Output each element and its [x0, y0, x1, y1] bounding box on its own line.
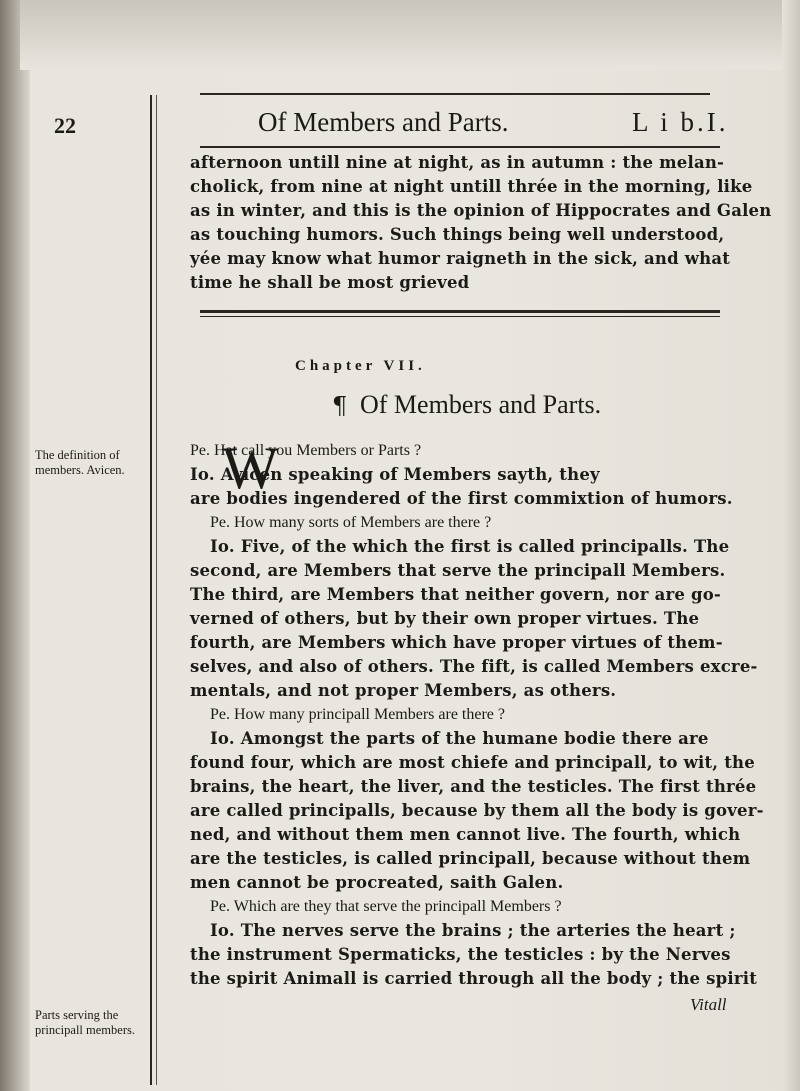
top-rule: [200, 93, 710, 95]
intro-line: as touching humors. Such things being well understood,: [190, 225, 725, 244]
body-line: mentals, and not proper Members, as others.: [190, 681, 617, 700]
intro-line: afternoon untill nine at night, as in autumn : the melan-: [190, 153, 725, 172]
margin-frame-line: [150, 95, 152, 1085]
drop-cap: W: [222, 435, 279, 501]
margin-note-parts: Parts serving the principall members.: [35, 1008, 135, 1037]
page-binding-shadow: [0, 0, 30, 1091]
section-rule: [200, 310, 720, 313]
running-title: Of Members and Parts.: [258, 107, 509, 137]
body-line: are called principalls, because by them all the body is gover-: [190, 801, 764, 820]
body-line: Pe. Hat call you Members or Parts ?: [190, 442, 422, 459]
body-line: Pe. How many principall Members are there ?: [210, 706, 506, 723]
intro-line: time he shall be most grieved: [190, 273, 470, 292]
chapter-label: Chapter VII.: [295, 358, 426, 374]
body-line: second, are Members that serve the principall Members.: [190, 561, 726, 580]
body-line: found four, which are most chiefe and principall, to wit, the: [190, 753, 755, 772]
body-line: verned of others, but by their own proper virtues. The: [190, 609, 700, 628]
page-number: 22: [54, 113, 76, 138]
body-line: the spirit Animall is carried through all the body ; the spirit: [190, 969, 758, 988]
body-line: Io. Avicen speaking of Members sayth, they: [190, 465, 600, 484]
body-line: Io. Amongst the parts of the humane bodie there are: [210, 729, 709, 748]
body-line: Pe. How many sorts of Members are there ?: [210, 514, 492, 531]
body-line: Io. The nerves serve the brains ; the arteries the heart ;: [210, 921, 736, 940]
body-line: are bodies ingendered of the first commixtion of humors.: [190, 489, 733, 508]
margin-frame-line-inner: [156, 95, 157, 1085]
body-line: the instrument Spermaticks, the testicles : by the Nerves: [190, 945, 731, 964]
intro-line: yée may know what humor raigneth in the sick, and what: [190, 249, 731, 268]
margin-note-definition: The definition of members. Avicen.: [35, 448, 125, 477]
header-rule: [200, 146, 720, 148]
body-line: ned, and without them men cannot live. The fourth, which: [190, 825, 741, 844]
body-line: Io. Five, of the which the first is called principalls. The: [210, 537, 730, 556]
top-shadow: [20, 0, 800, 70]
chapter-title: Of Members and Parts.: [360, 390, 602, 419]
body-line: brains, the heart, the liver, and the testicles. The first thrée: [190, 777, 757, 796]
body-line: are the testicles, is called principall, because without them: [190, 849, 751, 868]
body-line: men cannot be procreated, saith Galen.: [190, 873, 564, 892]
catchword: Vitall: [690, 995, 727, 1014]
intro-line: as in winter, and this is the opinion of Hippocrates and Galen: [190, 201, 772, 220]
pilcrow-icon: ¶: [332, 392, 348, 420]
page-edge: [782, 0, 800, 1091]
body-line: Pe. Which are they that serve the principall Members ?: [210, 898, 562, 915]
body-line: selves, and also of others. The fift, is called Members excre-: [190, 657, 758, 676]
section-rule-thin: [200, 316, 720, 317]
running-header: [30, 105, 770, 145]
running-book: L i b.I.: [632, 107, 729, 137]
body-line: fourth, are Members which have proper virtues of them-: [190, 633, 723, 652]
intro-line: cholick, from nine at night untill thrée in the morning, like: [190, 177, 753, 196]
body-line: The third, are Members that neither govern, nor are go-: [190, 585, 721, 604]
